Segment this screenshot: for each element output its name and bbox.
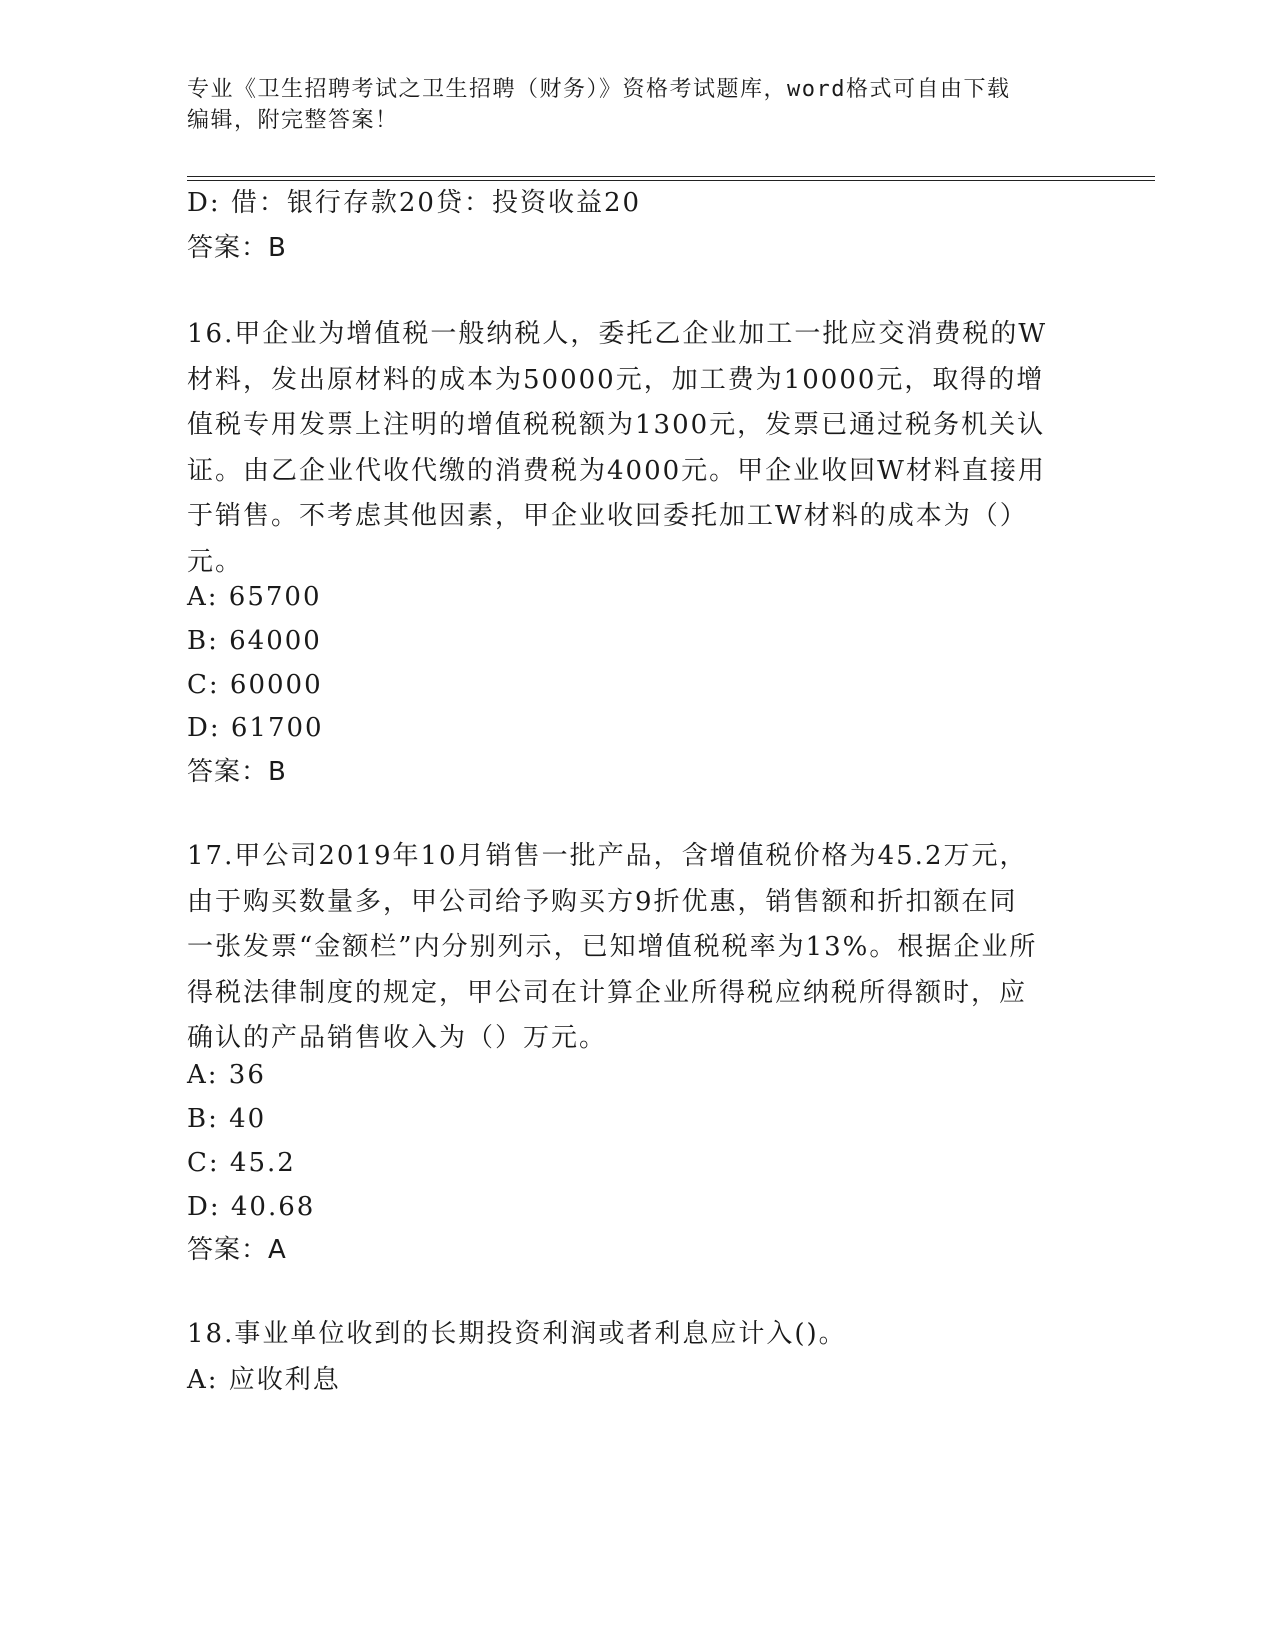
question-17-option-a: A: 36: [187, 1060, 266, 1090]
question-16-line: 于销售。不考虑其他因素，甲企业收回委托加工W材料的成本为（）: [187, 501, 1028, 531]
prev-option-d: D: 借：银行存款20贷：投资收益20: [187, 188, 642, 218]
question-18-option-a: A: 应收利息: [187, 1365, 341, 1395]
question-18-text: [187, 1312, 1077, 1358]
prev-answer: 答案：B: [187, 233, 287, 263]
question-17-option-b: B: 40: [187, 1104, 267, 1134]
question-17-option-d: D: 40.68: [187, 1192, 316, 1222]
question-17-line: 17.甲公司2019年10月销售一批产品，含增值税价格为45.2万元，: [187, 841, 1028, 871]
question-16-line: 元。: [187, 546, 244, 577]
document-header: [187, 74, 1067, 136]
question-16-line: 16.甲企业为增值税一般纳税人，委托乙企业加工一批应交消费税的W: [187, 319, 1048, 349]
question-17-option-c: C: 45.2: [187, 1148, 296, 1178]
question-17-line: 一张发票“金额栏”内分别列示，已知增值税税率为13%。根据企业所: [187, 932, 1038, 962]
question-16-line: 材料，发出原材料的成本为50000元，加工费为10000元，取得的增: [187, 364, 1045, 395]
question-17-answer: 答案：A: [187, 1235, 287, 1265]
question-16-option-b: B: 64000: [187, 626, 322, 656]
question-17-text: [187, 834, 1077, 1062]
question-17-line: 确认的产品销售收入为（）万元。: [187, 1023, 608, 1053]
question-16-line: 证。由乙企业代收代缴的消费税为4000元。甲企业收回W材料直接用: [187, 455, 1046, 486]
question-16-text: [187, 312, 1077, 585]
header-line-2: 编辑，附完整答案！: [187, 108, 399, 133]
question-16-option-d: D: 61700: [187, 713, 324, 743]
question-17-line: 得税法律制度的规定，甲公司在计算企业所得税应纳税所得额时，应: [187, 977, 1028, 1008]
question-16-line: 值税专用发票上注明的增值税税额为1300元，发票已通过税务机关认: [187, 410, 1046, 440]
header-line-1: 专业《卫生招聘考试之卫生招聘（财务）》资格考试题库，word格式可自由下载: [187, 77, 1011, 102]
question-16-answer: 答案：B: [187, 757, 287, 787]
question-17-line: 由于购买数量多，甲公司给予购买方9折优惠，销售额和折扣额在同: [187, 886, 1018, 917]
question-18-line: 18.事业单位收到的长期投资利润或者利息应计入()。: [187, 1319, 847, 1349]
question-16-option-c: C: 60000: [187, 670, 323, 700]
question-16-option-a: A: 65700: [187, 582, 322, 612]
header-divider: [187, 176, 1155, 181]
